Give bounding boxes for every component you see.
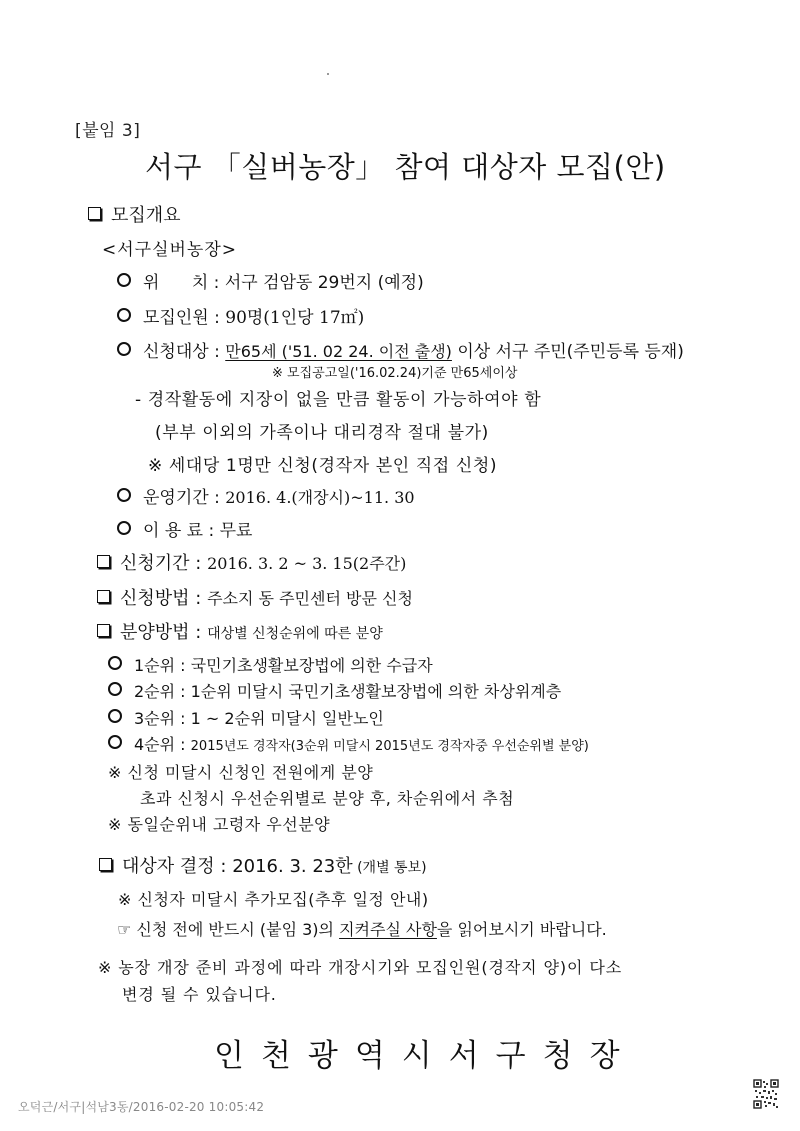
eligibility-detail-1: - 경작활동에 지장이 없을 만큼 활동이 가능하여야 함 [135,390,542,410]
eligibility-detail-3: ※ 세대당 1명만 신청(경작자 본인 직접 신청) [148,456,498,476]
circle-bullet-icon [117,521,131,535]
allocation-note-2: ※ 동일순위내 고령자 우선분양 [108,815,331,834]
overview-item-eligibility: 신청대상 : 만65세 ('51. 02 24. 이전 출생) 이상 서구 주민(주민등록 등재) [117,337,684,362]
circle-bullet-icon [117,342,131,356]
priority-item: 2순위 : 1순위 미달시 국민기초생활보장법에 의한 차상위계층 [108,679,561,702]
square-bullet-icon [97,555,110,568]
qr-code-icon [753,1079,779,1109]
scan-speck [327,73,329,75]
circle-bullet-icon [108,682,122,696]
priority-item: 1순위 : 국민기초생활보장법에 의한 수급자 [108,653,433,676]
circle-bullet-icon [108,656,122,670]
square-bullet-icon [97,590,110,603]
attachment-label: [붙임 3] [75,121,141,141]
section-application-period: 신청기간 : 2016. 3. 2 ~ 3. 15(2주간) [97,549,406,575]
square-bullet-icon [88,207,101,220]
overview-item-capacity: 모집인원 : 90명(1인당 17㎡) [117,303,364,328]
rules-underlined: 지켜주실 사항 [339,920,437,939]
section-application-method: 신청방법 : 주소지 동 주민센터 방문 신청 [97,584,413,610]
selection-pointer-note: ☞ 신청 전에 반드시 (붙임 3)의 지켜주실 사항을 읽어보시기 바랍니다. [117,920,607,939]
selection-note: ※ 신청자 미달시 추가모집(추후 일정 안내) [118,890,429,909]
overview-item-fee: 이 용 료 : 무료 [117,516,252,541]
square-bullet-icon [99,858,112,871]
circle-bullet-icon [117,273,131,287]
section-overview [88,201,181,227]
priority-item: 3순위 : 1 ~ 2순위 미달시 일반노인 [108,706,384,729]
square-bullet-icon [97,624,110,637]
priority-item: 4순위 : 2015년도 경작자(3순위 미달시 2015년도 경작자중 우선순위별 분양) [108,732,589,755]
circle-bullet-icon [117,308,131,322]
allocation-note-1: ※ 신청 미달시 신청인 전원에게 분양 [108,763,374,782]
subheading: <서구실버농장> [102,240,238,260]
eligibility-note: ※ 모집공고일('16.02.24)기준 만65세이상 [272,366,518,381]
eligibility-detail-2: (부부 이외의 가족이나 대리경작 절대 불가) [155,423,489,443]
circle-bullet-icon [108,735,122,749]
section-allocation-method: 분양방법 : 대상별 신청순위에 따른 분양 [97,618,383,644]
change-notice-2: 변경 될 수 있습니다. [122,985,277,1004]
circle-bullet-icon [117,488,131,502]
overview-item-period: 운영기간 : 2016. 4.(개장시)~11. 30 [117,483,415,508]
document-title: 서구 「실버농장」 참여 대상자 모집(안) [145,150,666,184]
print-stamp: 오덕근/서구|석남3동/2016-02-20 10:05:42 [18,1100,265,1114]
circle-bullet-icon [108,709,122,723]
change-notice-1: ※ 농장 개장 준비 과정에 따라 개장시기와 모집인원(경작지 양)이 다소 [98,958,623,977]
section-selection: 대상자 결정 : 2016. 3. 23한 (개별 통보) [99,852,427,878]
eligibility-age-underlined: 만65세 ('51. 02 24. 이전 출생) [225,342,452,361]
issuer-signature: 인천광역시서구청장 [214,1038,637,1074]
overview-item-location: 위 치 : 서구 검암동 29번지 (예정) [117,268,424,293]
section-heading: 모집개요 [111,205,181,226]
allocation-note-1b: 초과 신청시 우선순위별로 분양 후, 차순위에서 추첨 [140,789,515,808]
